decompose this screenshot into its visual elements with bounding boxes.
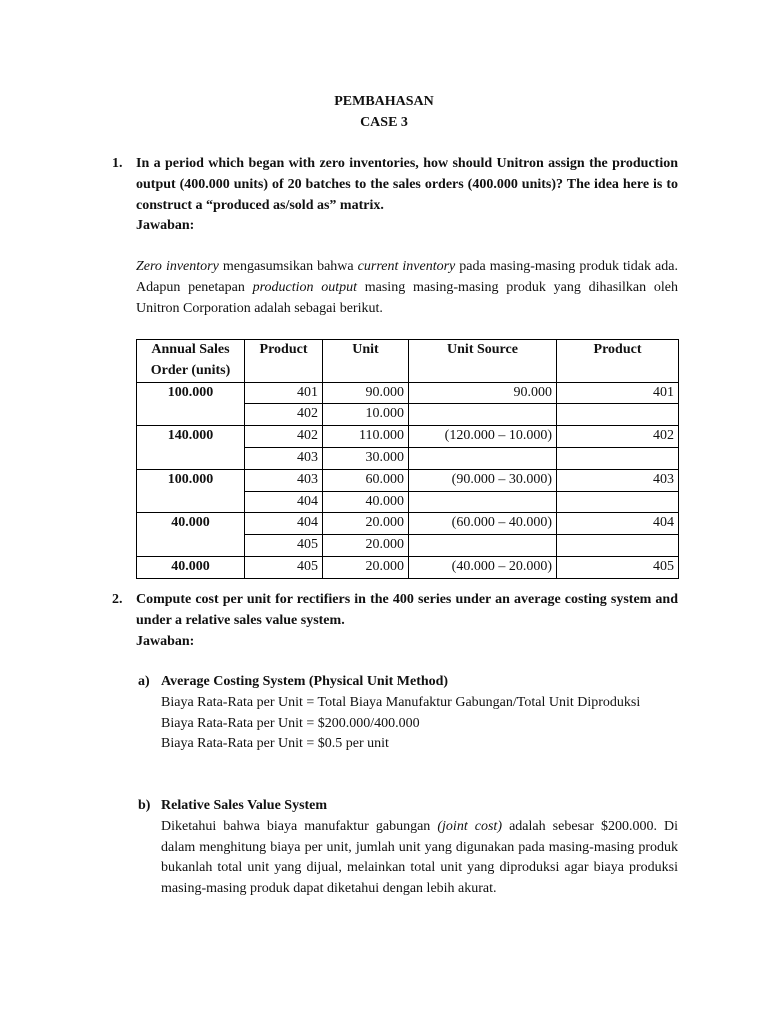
sales-order-cell: 40.000: [137, 556, 245, 578]
product-cell: 402: [245, 404, 323, 426]
table-header-row: [137, 340, 679, 383]
unit-source-cell: (60.000 – 40.000): [409, 513, 557, 535]
unit-source-cell: [409, 535, 557, 557]
answer-b-heading: Relative Sales Value System: [161, 798, 328, 813]
unit-cell: 110.000: [323, 426, 409, 448]
product-cell: 401: [245, 382, 323, 404]
unit-cell: 60.000: [323, 469, 409, 491]
document-title: [0, 92, 768, 134]
para-text: mengasumsikan bahwa: [218, 259, 358, 274]
unit-cell: 20.000: [323, 513, 409, 535]
para-text: masing masing-masing produk yang dihasilkan oleh Unitron Corporation adalah sebagai berikut.: [136, 279, 678, 316]
sales-order-cell: 40.000: [137, 513, 245, 557]
answer-b-section: [136, 796, 678, 900]
title-line-2: CASE 3: [360, 114, 408, 130]
unit-source-cell: [409, 447, 557, 469]
answer-a-heading: Average Costing System (Physical Unit Method): [161, 674, 449, 689]
answer-b-label: b): [138, 798, 151, 813]
answer-a-line-2: Biaya Rata-Rata per Unit = $200.000/400.000: [161, 715, 420, 731]
product-cell: 402: [245, 426, 323, 448]
answer-a-section: [136, 672, 678, 755]
question-2-text: Compute cost per unit for rectifiers in the 400 series under an average costing system and under a relative sales value system.: [136, 592, 678, 628]
sales-order-cell: 140.000: [137, 426, 245, 470]
answer-1-paragraph: [136, 257, 678, 319]
product-cell: 403: [245, 469, 323, 491]
product-cell: 405: [245, 535, 323, 557]
product-2-cell: 401: [557, 382, 679, 404]
para-text: pada masing-masing produk tidak ada. Adapun penetapan: [136, 259, 678, 295]
product-2-cell: 402: [557, 426, 679, 448]
question-1-text: In a period which began with zero inventories, how should Unitron assign the production output (400.000 units) of 20 batches to the sales orders (400.000 units)? The idea here is to construct a “produced as/sold as” matrix.: [136, 156, 678, 213]
header-product-2: Product: [557, 340, 679, 383]
question-2-number: 2.: [112, 592, 123, 607]
unit-cell: 10.000: [323, 404, 409, 426]
term-current-inventory: current inventory: [357, 259, 456, 274]
para-text: Diketahui bahwa biaya manufaktur gabungan: [161, 818, 438, 834]
product-2-cell: [557, 404, 679, 426]
product-cell: 403: [245, 447, 323, 469]
product-2-cell: 405: [557, 556, 679, 578]
unit-cell: 20.000: [323, 535, 409, 557]
table-row: [137, 556, 679, 578]
unit-source-cell: [409, 404, 557, 426]
table-row: [137, 382, 679, 404]
unit-source-cell: (40.000 – 20.000): [409, 556, 557, 578]
product-cell: 404: [245, 513, 323, 535]
header-unit-source: Unit Source: [409, 340, 557, 383]
answer-a-label: a): [138, 674, 150, 689]
sales-order-cell: 100.000: [137, 469, 245, 513]
unit-source-cell: 90.000: [409, 382, 557, 404]
unit-source-cell: [409, 491, 557, 513]
question-2: [112, 590, 678, 652]
question-2-answer-label: Jawaban:: [136, 633, 195, 649]
product-2-cell: [557, 491, 679, 513]
unit-source-cell: (120.000 – 10.000): [409, 426, 557, 448]
product-cell: 405: [245, 556, 323, 578]
answer-b-paragraph: [161, 817, 678, 900]
question-1: [112, 154, 678, 237]
product-2-cell: 404: [557, 513, 679, 535]
product-2-cell: 403: [557, 469, 679, 491]
header-annual-sales: Annual Sales Order (units): [137, 340, 245, 383]
table-row: [137, 426, 679, 448]
product-2-cell: [557, 447, 679, 469]
unit-cell: 20.000: [323, 556, 409, 578]
product-2-cell: [557, 535, 679, 557]
answer-a-line-1: Biaya Rata-Rata per Unit = Total Biaya Manufaktur Gabungan/Total Unit Diproduksi: [161, 694, 641, 710]
unit-cell: 40.000: [323, 491, 409, 513]
para-text: adalah sebesar $200.000. Di dalam menghitung biaya per unit, jumlah unit yang digunakan pada masing-masing produk bukanlah total unit yang dijual, melainkan total unit yang diproduksi agar biaya produksi masing-masing produk dapat diketahui dengan lebih akurat.: [161, 818, 679, 897]
question-1-answer-label: Jawaban:: [136, 218, 195, 234]
unit-cell: 90.000: [323, 382, 409, 404]
question-1-number: 1.: [112, 156, 123, 171]
header-unit: Unit: [323, 340, 409, 383]
unit-cell: 30.000: [323, 447, 409, 469]
unit-source-cell: (90.000 – 30.000): [409, 469, 557, 491]
term-joint-cost: (joint cost): [437, 818, 502, 834]
table-row: [137, 469, 679, 491]
product-cell: 404: [245, 491, 323, 513]
header-product: Product: [245, 340, 323, 383]
title-line-1: PEMBAHASAN: [334, 94, 434, 109]
answer-a-line-3: Biaya Rata-Rata per Unit = $0.5 per unit: [161, 736, 389, 752]
term-zero-inventory: Zero inventory: [136, 259, 219, 274]
table-row: [137, 513, 679, 535]
sales-order-cell: 100.000: [137, 382, 245, 426]
term-production-output: production output: [252, 279, 358, 295]
production-matrix-table: [136, 339, 679, 579]
